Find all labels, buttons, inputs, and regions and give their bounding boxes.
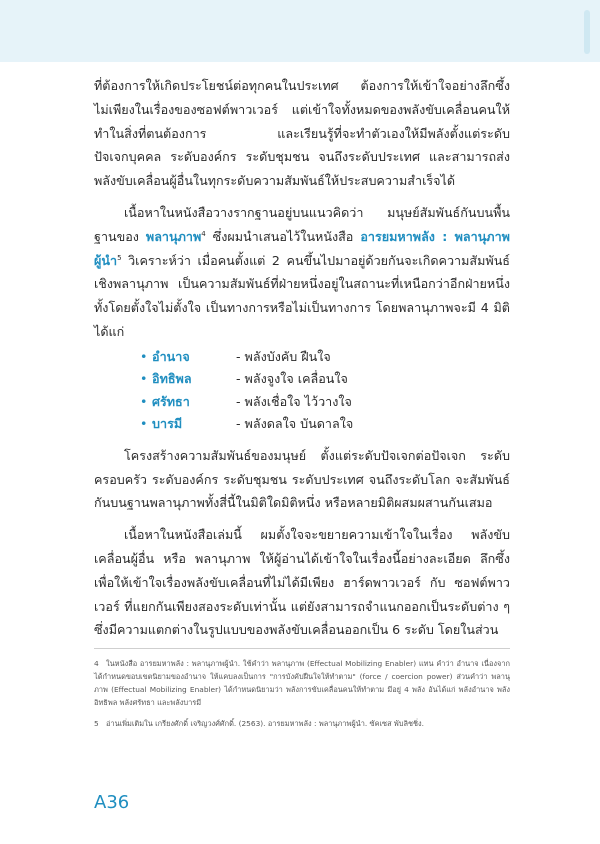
bullet-icon: •	[140, 416, 148, 432]
list-item: • อิทธิพล - พลังจูงใจ เคลื่อนใจ	[140, 368, 510, 391]
list-item: • อำนาจ - พลังบังคับ ฝืนใจ	[140, 346, 510, 369]
footnotes	[94, 648, 510, 730]
power-dimensions-list	[94, 346, 510, 436]
footnote-ref-4[interactable]: 4	[201, 229, 206, 238]
bullet-icon: •	[140, 348, 148, 364]
footnote-5: 5 อ่านเพิ่มเติมใน เกรียงศักดิ์ เจริญวงศ์ศักดิ์. (2563). อารยมหาพลัง : พลานุภาพผู้นำ. ซัคเซส พับลิชชิ่ง.	[94, 719, 425, 728]
paragraph-4: เนื้อหาในหนังสือเล่มนี้ ผมตั้งใจจะขยายความเข้าใจในเรื่อง พลังขับเคลื่อนผู้อื่น หรือ พลานุภาพ ให้ผู้อ่านได้เข้าใจในเรื่องนี้อย่างละเอียด ลึกซึ้ง เพื่อให้เข้าใจเรื่องพลังขับเคลื่อนที่ไม่ได้มีเพียง ฮาร์ดพาวเวอร์ กับ ซอฟต์พาวเวอร์ ที่แยกกันเพียงสองระดับเท่านั้น แต่ยังสามารถจำแนกออกเป็นระดับต่าง ๆ ซึ่งมีความแตกต่างในรูปแบบของพลังขับเคลื่อนออกเป็น 6 ระดับ โดยในส่วน	[94, 527, 510, 638]
page-number: A36	[94, 792, 130, 813]
list-item: • บารมี - พลังดลใจ บันดาลใจ	[140, 413, 510, 436]
paragraph-1: ที่ต้องการให้เกิดประโยชน์ต่อทุกคนในประเทศ ต้องการให้เข้าใจอย่างลึกซึ้ง ไม่เพียงในเรื่องของซอฟต์พาวเวอร์ แต่เข้าใจทั้งหมดของพลังขับเคลื่อนคนให้ทำในสิ่งที่ตนต้องการ และเรียนรู้ที่จะทำตัวเองให้มีพลังตั้งแต่ระดับปัจเจกบุคคล ระดับองค์กร ระดับชุมชน จนถึงระดับประเทศ และสามารถส่งพลังขับเคลื่อนผู้อื่นในทุกระดับความสัมพันธ์ให้ประสบความสำเร็จได้	[94, 78, 510, 189]
header-band	[0, 0, 600, 62]
book-title: อารยมหาพลัง : พลานุภาพผู้นำ	[94, 228, 510, 268]
term-phalanuphap: พลานุภาพ	[145, 228, 202, 244]
bullet-icon: •	[140, 371, 148, 387]
paragraph-3: โครงสร้างความสัมพันธ์ของมนุษย์ ตั้งแต่ระดับปัจเจกต่อปัจเจก ระดับครอบครัว ระดับองค์กร ระดับชุมชน ระดับประเทศ จนถึงระดับโลก จะสัมพันธ์กันบนฐานพลานุภาพทั้งสี่นี้ในมิติใดมิติหนึ่ง หรือหลายมิติผสมผสานกันเสมอ	[94, 447, 510, 511]
paragraph-2: เนื้อหาในหนังสือวางรากฐานอยู่บนแนวคิดว่า มนุษย์สัมพันธ์กันบนพื้นฐานของ พลานุภาพ$^4$ ซึ่งผมนำเสนอไว้ในหนังสือ อารยมหาพลัง : พลานุภาพผู้นำ$^5$ วิเคราะห์ว่า เมื่อคนตั้งแต่ 2 คนขึ้นไปมาอยู่ด้วยกันจะเกิดความสัมพันธ์เชิงพลานุภาพ เป็นความสัมพันธ์ที่ฝ่ายหนึ่งอยู่ในสถานะที่เหนือกว่าอีกฝ่ายหนึ่ง ทั้งโดยตั้งใจไม่ตั้งใจ เป็นทางการหรือไม่เป็นทางการ โดยพลานุภาพจะมี 4 มิติ ได้แก่	[94, 204, 510, 339]
footnote-4: 4 ในหนังสือ อารยมหาพลัง : พลานุภาพผู้นำ. ใช้คำว่า พลานุภาพ (Effectual Mobilizing Enabler) แทน คำว่า อำนาจ เนื่องจากได้กำหนดขอบเขตนิยามของอำนาจ ให้แคบลงเป็นการ "การบังคับฝืนใจให้ทำตาม" (force / coercion power) ส่วนคำว่า พลานุภาพ (Effectual Mobilizing Enabler) ได้กำหนดนิยามว่า พลังการขับเคลื่อนคนให้ทำตาม มีอยู่ 4 พลัง อันได้แก่ พลังอำนาจ พลังอิทธิพล พลังศรัทธา และพลังบารมี	[94, 659, 510, 707]
footnote-ref-5[interactable]: 5	[117, 253, 122, 262]
main-text	[94, 74, 510, 642]
list-item: • ศรัทธา - พลังเชื่อใจ ไว้วางใจ	[140, 391, 510, 414]
bullet-icon: •	[140, 393, 148, 409]
